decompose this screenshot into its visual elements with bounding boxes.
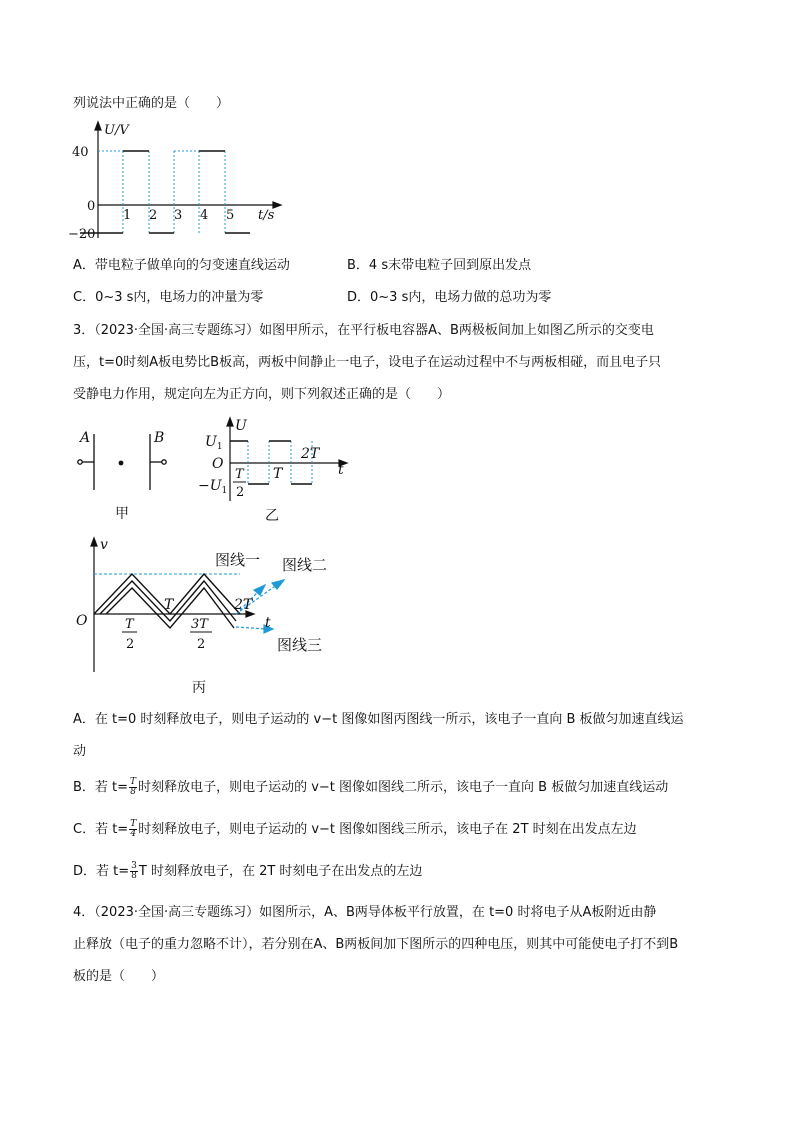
q3-stem-line1: 3．（2023·全国·高三专题练习）如图甲所示，在平行板电容器A、B两极板间加上如图乙所示的交变电 (73, 323, 654, 338)
q3-option-a-line2: 动 (73, 744, 87, 759)
q2-stem-end: 列说法中正确的是（ ） (73, 96, 230, 111)
q3-stem-line3: 受静电力作用，规定向左为正方向，则下列叙述正确的是（ ） (73, 387, 451, 402)
fig-yi-half-t-num: T (235, 467, 244, 482)
fig-yi-axis-t: t (338, 462, 344, 478)
q2-option-d[interactable]: D．0~3 s内，电场力做的总功为零 (347, 290, 552, 305)
q4-stem-line1: 4．（2023·全国·高三专题练习）如图所示，A、B两导体板平行放置，在 t=0 时将电子从A板附近由静 (73, 905, 657, 920)
fig-bing-origin: O (76, 613, 88, 629)
fig-bing-line1-label: 图线一 (215, 551, 261, 569)
q2-axis-y: U/V (104, 123, 129, 138)
plate-b-label: B (154, 430, 165, 446)
q2-option-a[interactable]: A．带电粒子做单向的匀变速直线运动 (73, 258, 290, 273)
q2-y-top: 40 (72, 145, 89, 160)
fig-bing-axis-t: t (265, 615, 271, 631)
fig-bing-3half-t-num: 3T (191, 617, 208, 632)
q3-option-d[interactable]: D．若 t= $\frac{3}{8}$ T 时刻释放电子，在 2T 时刻电子在出发点的左边 (73, 861, 423, 881)
fig-bing-line2-label: 图线二 (282, 556, 328, 574)
q2-tick-4: 4 (200, 208, 209, 223)
fig-yi-caption: 乙 (265, 508, 279, 524)
fig-yi-u1: $U_1$ (205, 434, 223, 452)
fig-bing-half-t-num: T (125, 617, 134, 632)
q2-axis-x: t/s (258, 208, 275, 223)
q3-stem-line2: 压，t=0时刻A板电势比B板高，两板中间静止一电子，设电子在运动过程中不与两板相碰，而且电子只 (73, 355, 662, 370)
q3-figure-jia (70, 428, 180, 523)
fig-yi-half-t-den: 2 (236, 485, 245, 500)
fig-bing-line3-label: 图线三 (277, 636, 323, 654)
fig-bing-caption: 丙 (192, 680, 206, 696)
fig-yi-neg-u1: $-U_1$ (198, 478, 228, 496)
plate-a-label: A (80, 430, 91, 446)
fig-bing-half-t-den: 2 (126, 637, 135, 652)
fig-yi-origin: O (212, 456, 224, 472)
fig-bing-axis-v: v (100, 537, 108, 553)
fig-bing-t: T (164, 597, 174, 613)
q2-ut-graph (60, 118, 290, 243)
q2-y-bottom: −20 (68, 227, 96, 242)
fig-bing-3half-t-den: 2 (197, 637, 206, 652)
fig-jia-caption: 甲 (115, 506, 129, 522)
fig-bing-2t: 2T (234, 597, 253, 613)
fig-yi-axis-u: U (235, 418, 247, 434)
q3-option-a-line1[interactable]: A．在 t=0 时刻释放电子，则电子运动的 v−t 图像如图丙图线一所示，该电子一直向 B 板做匀加速直线运 (73, 712, 684, 727)
q4-stem-line3: 板的是（ ） (73, 969, 165, 984)
q2-tick-5: 5 (226, 208, 235, 223)
q2-option-c[interactable]: C．0~3 s内，电场力的冲量为零 (73, 290, 264, 305)
q3-option-c[interactable]: C．若 t= $\frac{T}{4}$ 时刻释放电子，则电子运动的 v−t 图像如图线三所示，该电子在 2T 时刻在出发点左边 (73, 819, 637, 839)
q2-tick-2: 2 (149, 208, 158, 223)
q3-option-b[interactable]: B．若 t= $\frac{T}{8}$ 时刻释放电子，则电子运动的 v−t 图像如图线二所示，该电子一直向 B 板做匀加速直线运动 (73, 777, 669, 797)
q3-figure-bing (70, 532, 350, 697)
fig-yi-2t: 2T (301, 446, 320, 462)
q4-stem-line2: 止释放（电子的重力忽略不计），若分别在A、B两板间加下图所示的四种电压，则其中可能使电子打不到B (73, 937, 679, 952)
fig-yi-t: T (273, 466, 283, 482)
q2-tick-1: 1 (123, 208, 132, 223)
q2-y-zero: 0 (87, 199, 96, 214)
q2-option-b[interactable]: B．4 s末带电粒子回到原出发点 (347, 258, 532, 273)
q3-figure-yi (195, 416, 355, 526)
q2-tick-3: 3 (174, 208, 183, 223)
